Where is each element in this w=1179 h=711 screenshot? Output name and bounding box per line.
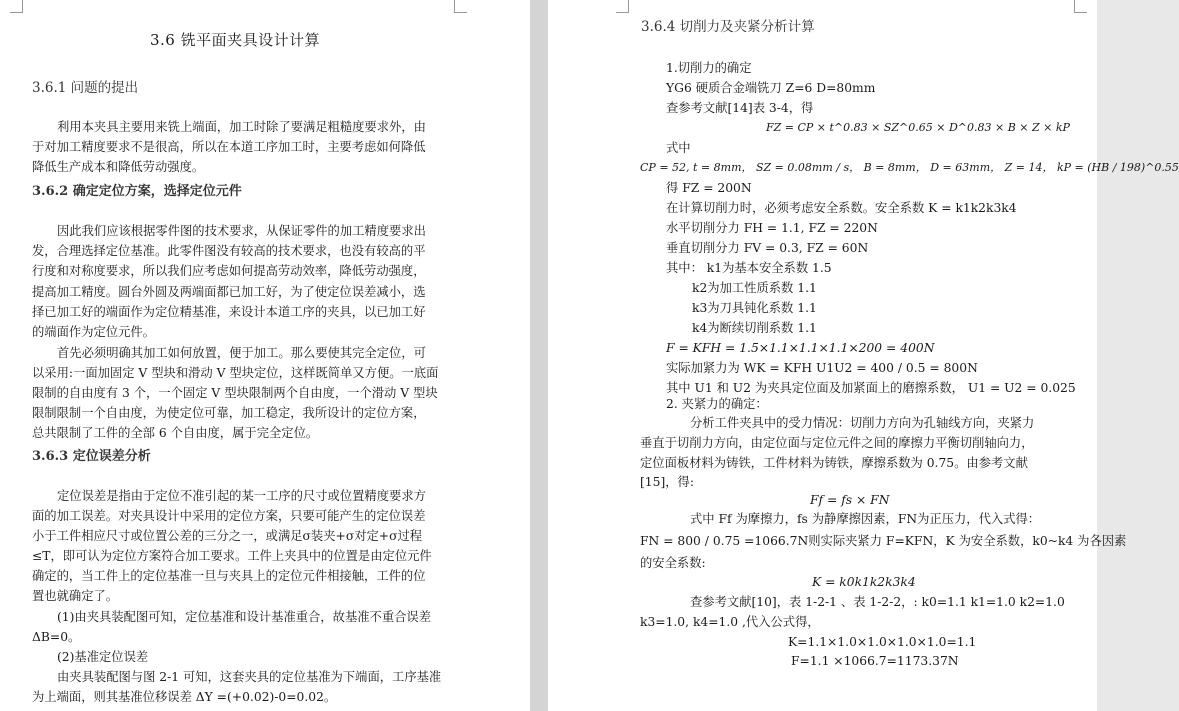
paragraph-line: 提高加工精度。圆台外圆及两端面都已加工好，为了使定位误差减小，选 — [32, 285, 426, 299]
paragraph-line: 总共限制了工件的全部 6 个自由度，属于完全定位。 — [32, 426, 319, 440]
paragraph-line: 降低生产成本和降低劳动强度。 — [32, 160, 205, 174]
paragraph-line: 其中 U1 和 U2 为夹具定位面及加紧面上的磨擦系数， U1 = U2 = 0.025 — [666, 381, 1076, 395]
paragraph-line: 垂直切削分力 FV = 0.3, FZ = 60N — [666, 241, 869, 255]
paragraph-line: 于对加工精度要求不是很高，所以在本道工序加工时，主要考虑如何降低 — [32, 140, 426, 154]
paragraph-line: (2)基准定位误差 — [57, 650, 149, 664]
paragraph-line: 发，合理选择定位基准。此零件图没有较高的技术要求，也没有较高的平 — [32, 244, 426, 258]
paragraph-line: 由夹具装配图与图 2-1 可知，这套夹具的定位基准为下端面，工序基准 — [57, 670, 442, 684]
paragraph-line: 分析工件夹具中的受力情况：切削力方向为孔轴线方向，夹紧力 — [690, 416, 1035, 430]
section-heading: 3.6.1 问题的提出 — [32, 80, 139, 96]
formula: F=1.1 ×1066.7=1173.37N — [791, 654, 959, 668]
paragraph-line: 查参考文献[14]表 3-4，得 — [666, 101, 814, 115]
margin-corner-mark — [454, 0, 467, 13]
paragraph-line: 面的加工误差。对夹具设计中采用的定位方案，只要可能产生的定位误差 — [32, 509, 426, 523]
paragraph-line: 实际加紧力为 WK = KFH U1U2 = 400 / 0.5 = 800N — [666, 361, 978, 375]
paragraph-line: k3=1.0, k4=1.0 ,代入公式得， — [640, 615, 820, 629]
paragraph-line: 的安全系数: — [640, 556, 706, 570]
page-gutter — [530, 0, 548, 711]
paragraph-line: 垂直于切削力方向，由定位面与定位元件之间的摩擦力平衡切削轴向力， — [640, 436, 1034, 450]
left-page — [0, 0, 530, 711]
paragraph-line: 首先必须明确其加工如何放置，便于加工。那么要使其完全定位，可 — [57, 346, 426, 360]
margin-corner-mark — [1074, 0, 1087, 13]
paragraph-line: 式中 — [666, 141, 691, 155]
paragraph-line: 择已加工好的端面作为定位精基准，来设计本道工序的夹具，以已加工好 — [32, 305, 426, 319]
paragraph-line: k2为加工性质系数 1.1 — [692, 281, 817, 295]
formula: CP = 52, t = 8mm， SZ = 0.08mm / s， B = 8mm， D = 63mm， Z = 14， kP = (HB / 198)^0.55 — [640, 161, 1179, 174]
paragraph-line: 以采用:一面加固定 V 型块和滑动 V 型块定位，这样既简单又方便。一底面 — [32, 366, 439, 380]
paragraph-line: 确定的，当工件上的定位基准一旦与夹具上的定位元件相接触，工件的位 — [32, 569, 426, 583]
paragraph-line: 得 FZ = 200N — [666, 181, 752, 195]
formula: F = KFH = 1.5×1.1×1.1×1.1×200 = 400N — [666, 341, 935, 355]
paragraph-line: 利用本夹具主要用来铣上端面，加工时除了要满足粗糙度要求外，由 — [57, 120, 426, 134]
paragraph-line: 式中 Ff 为摩擦力，fs 为静摩擦因素，FN为正压力，代入式得： — [690, 512, 1041, 526]
paragraph-line: 定位误差是指由于定位不准引起的某一工序的尺寸或位置精度要求方 — [57, 489, 426, 503]
formula: FZ = CP × t^0.83 × SZ^0.65 × D^0.83 × B × Z × kP — [766, 121, 1070, 134]
paragraph-line: (1)由夹具装配图可知，定位基准和设计基准重合，故基准不重合误差 — [57, 610, 432, 624]
paragraph-line: k3为刀具钝化系数 1.1 — [692, 301, 817, 315]
paragraph-line: 因此我们应该根据零件图的技术要求，从保证零件的加工精度要求出 — [57, 224, 426, 238]
paragraph-line: 在计算切削力时，必须考虑安全系数。安全系数 K = k1k2k3k4 — [666, 201, 1017, 215]
paragraph-line: 定位面板材料为铸铁，工件材料为铸铁，摩擦系数为 0.75。由参考文献 — [640, 456, 1028, 470]
paragraph-line: 水平切削分力 FH = 1.1, FZ = 220N — [666, 221, 878, 235]
section-heading: 3.6.3 定位误差分析 — [32, 449, 151, 464]
paragraph-line: 行度和对称度要求，所以我们应考虑如何提高劳动效率，降低劳动强度， — [32, 264, 426, 278]
paragraph-line: FN = 800 / 0.75 =1066.7N则实际夹紧力 F=KFN，K 为安全系数，k0~k4 为各因素 — [640, 534, 1127, 548]
paragraph-line: YG6 硬质合金端铣刀 Z=6 D=80mm — [666, 81, 876, 95]
paragraph-line: 查参考文献[10]，表 1-2-1 、表 1-2-2，: k0=1.1 k1=1.0 k2=1.0 — [690, 595, 1065, 609]
paragraph-line: 限制限制一个自由度，为使定位可靠，加工稳定，我所设计的定位方案， — [32, 406, 426, 420]
paragraph-line: 小于工件相应尺寸或位置公差的三分之一，或满足σ装夹+σ对定+σ过程 — [32, 529, 423, 543]
formula: K = k0k1k2k3k4 — [812, 575, 916, 589]
paragraph-line: ΔB=0。 — [32, 630, 81, 644]
paragraph-line: [15]，得: — [640, 475, 694, 489]
paragraph-line: 限制的自由度有 3 个，一个固定 V 型块限制两个自由度，一个滑动 V 型块 — [32, 386, 438, 400]
margin-corner-mark — [616, 0, 629, 13]
right-page — [548, 0, 1179, 711]
formula: K=1.1×1.0×1.0×1.0×1.0=1.1 — [788, 635, 977, 649]
margin-corner-mark — [10, 0, 23, 13]
paragraph-line: 置也就确定了。 — [32, 589, 119, 603]
formula: Ff = fs × FN — [810, 493, 890, 507]
paragraph-line: 的端面作为定位元件。 — [32, 325, 155, 339]
section-heading: 3.6.2 确定定位方案，选择定位元件 — [32, 184, 242, 199]
paragraph-line: 为上端面，则其基准位移误差 ΔY =(+0.02)-0=0.02。 — [32, 690, 337, 704]
section-heading: 3.6.4 切削力及夹紧分析计算 — [641, 19, 815, 35]
paragraph-line: 其中： k1为基本安全系数 1.5 — [666, 261, 832, 275]
paragraph-line: k4为断续切削系数 1.1 — [692, 321, 817, 335]
paragraph-line: ≤T，即可认为定位方案符合加工要求。工件上夹具中的位置是由定位元件 — [32, 549, 432, 563]
paragraph-line: 2. 夹紧力的确定： — [666, 397, 768, 411]
paragraph-line: 1.切削力的确定 — [666, 61, 752, 75]
page-title: 3.6 铣平面夹具设计计算 — [150, 31, 321, 49]
